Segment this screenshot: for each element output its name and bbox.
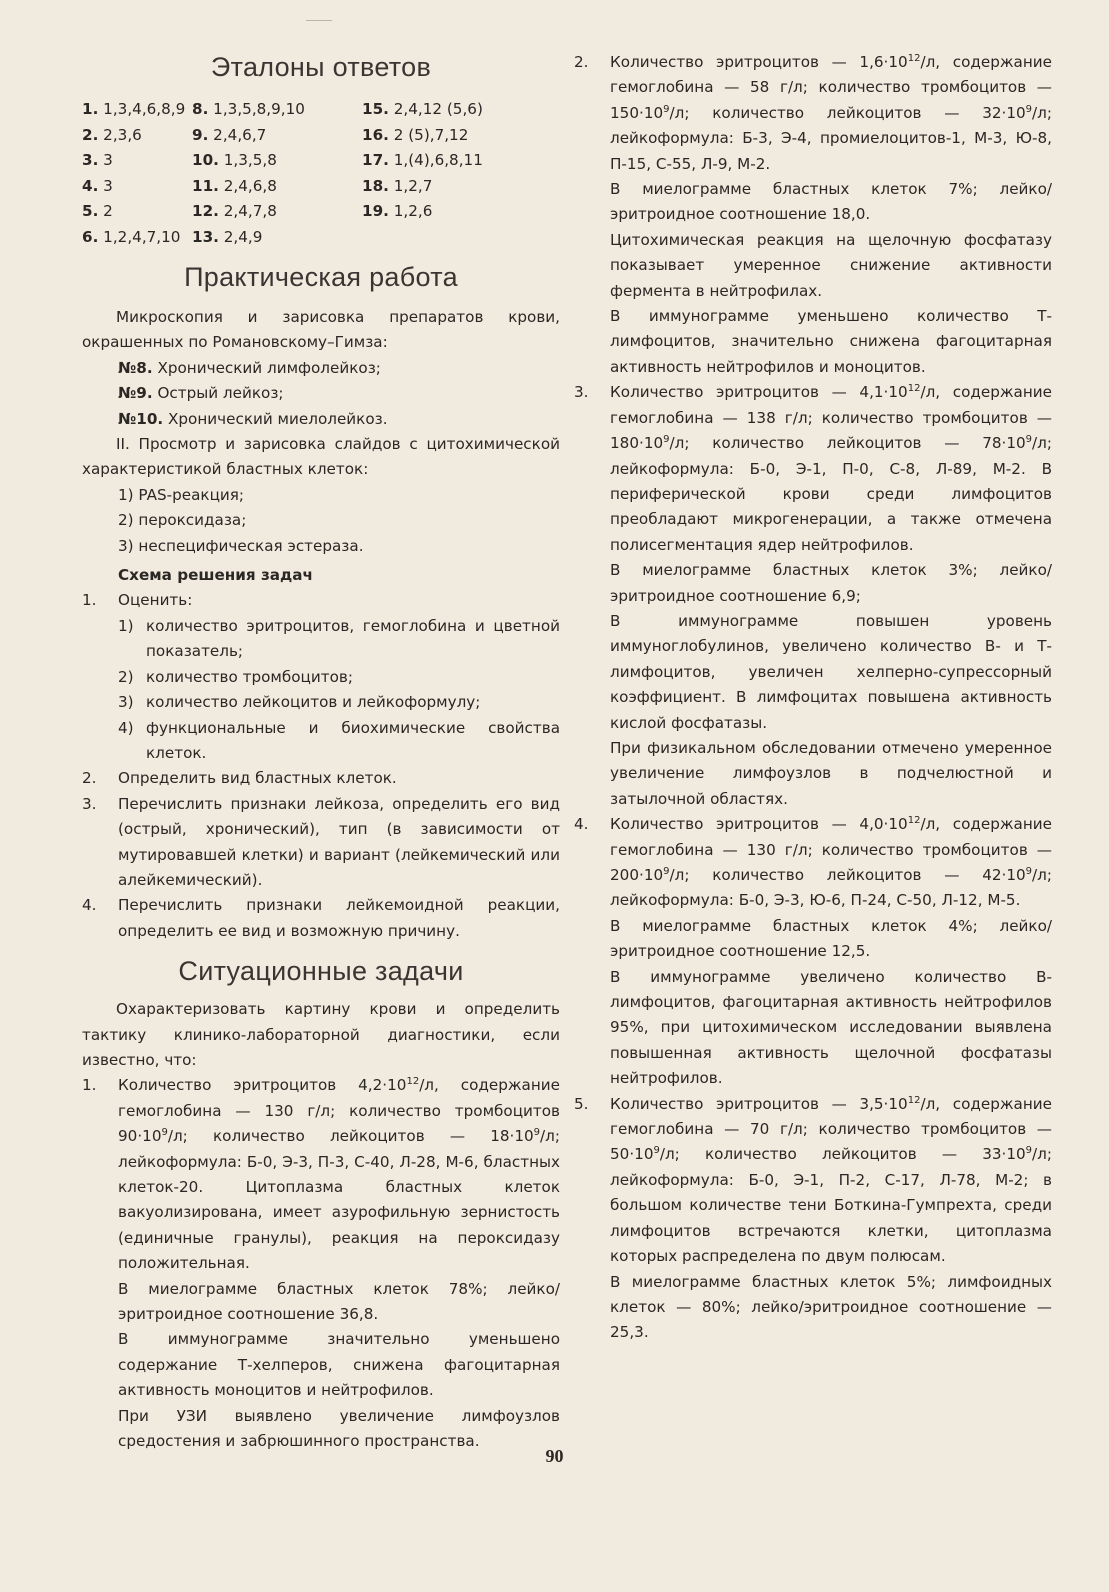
answer-item: 9. 2,4,6,7 [192, 125, 267, 144]
task-4: 4. Количество эритроцитов — $4,0\cdot 10^{12}/л$, содержание гемоглобина — 130 г/л; количество тромбоцитов — $200\cdot 10^9/л$; количество лейкоцитов — $42\cdot 10^9/л$; лейкоформула: Б-0, Э-3, Ю-6, П-24, С-50, Л-12, М-5. В миелограмме бластных клеток 4%; лейко/эритроидное соотношение 12,5. В иммунограмме увеличено количество В-лимфоцитов, фагоцитарная активность нейтрофилов 95%, при цитохимическом исследовании выявлена повышенная активность щелочной фосфатазы нейтрофилов. [574, 812, 1052, 1091]
answer-item: 17. 1,(4),6,8,11 [362, 151, 483, 169]
task-2-immunogram: В иммунограмме уменьшено количество Т-лимфоцитов, значительно снижена фагоцитарная активность нейтрофилов и моноцитов. [610, 307, 1052, 376]
scheme-subitem: 3) количество лейкоцитов и лейкоформулу; [118, 693, 481, 712]
task-1-immunogram: В иммунограмме значительно уменьшено содержание Т-хелперов, снижена фагоцитарная активность моноцитов и нейтрофилов. [118, 1330, 560, 1400]
task-3: 3. Количество эритроцитов — $4,1\cdot 10^{12}/л$, содержание гемоглобина — 138 г/л; количество тромбоцитов — $180\cdot 10^9/л$; количество лейкоцитов — $78\cdot 10^9/л$; лейкоформула: Б-0, Э-1, П-0, С-8, Л-89, М-2. В периферической крови среди лимфоцитов преобладают микрогенерации, а также отмечена полисегментация ядер нейтрофилов. В миелограмме бластных клеток 3%; лейко/эритроидное соотношение 6,9; В иммунограмме повышен уровень иммуноглобулинов, увеличено количество В- и Т-лимфоцитов, увеличен хелперно-супрессорный коэффициент. В лимфоцитах повышена активность кислой фосфатазы. При физикальном обследовании отмечено умеренное увеличение лимфоузлов в подчелюстной и затылочной областях. [574, 380, 1052, 812]
answer-item: 3. 3 [82, 151, 113, 169]
answers-grid [82, 97, 560, 250]
answer-item: 19. 1,2,6 [362, 202, 433, 220]
scheme-item: 1. Оценить: [82, 591, 193, 610]
scheme-item: 4. Перечислить признаки лейкемоидной реакции, определить ее вид и возможную причину. [82, 896, 560, 940]
answer-item [362, 225, 562, 251]
answer-item: 6. 1,2,4,7,10 [82, 227, 181, 246]
task-2-cytochemistry: Цитохимическая реакция на щелочную фосфатазу показывает умеренное снижение активности фермента в нейтрофилах. [610, 230, 1052, 300]
task-4-immunogram: В иммунограмме увеличено количество В-лимфоцитов, фагоцитарная активность нейтрофилов 95%, при цитохимическом исследовании выявлена повышенная активность щелочной фосфатазы нейтрофилов. [610, 967, 1052, 1088]
slide-item: №10. Хронический миелолейкоз. [118, 409, 388, 428]
task-4-myelogram: В миелограмме бластных клеток 4%; лейко/эритроидное соотношение 12,5. [610, 916, 1052, 961]
slide-item: №8. Хронический лимфолейкоз; [118, 358, 381, 377]
right-column [574, 50, 1052, 1346]
left-column [82, 0, 560, 1454]
answer-item: 16. 2 (5),7,12 [362, 125, 469, 144]
reaction-item: 1) PAS-реакция; [118, 485, 245, 504]
scheme-subitem: 1) количество эритроцитов, гемоглобина и цветной показатель; [118, 616, 560, 661]
tasks-heading: Ситуационные задачи [178, 956, 464, 987]
answer-item: 12. 2,4,7,8 [192, 202, 277, 220]
reaction-item: 2) пероксидаза; [118, 511, 247, 530]
answer-item: 18. 1,2,7 [362, 176, 433, 195]
tasks-intro: Охарактеризовать картину крови и определить тактику клинико-лабораторной диагностики, если известно, что: [82, 1000, 560, 1069]
practical-part2: II. Просмотр и зарисовка слайдов с цитохимической характеристикой бластных клеток: [82, 435, 560, 479]
answer-item: 15. 2,4,12 (5,6) [362, 100, 483, 118]
task-1: 1. Количество эритроцитов $4,2\cdot 10^{12}/л$, содержание гемоглобина — 130 г/л; количество тромбоцитов $90\cdot 10^9/л$; количество лейкоцитов — $18\cdot 10^9/л$; лейкоформула: Б-0, Э-3, П-3, С-40, Л-28, М-6, бластных клеток-20. Цитоплазма бластных клеток вакуолизирована, имеет азурофильную зернистость (единичные гранулы), реакция на пероксидазу положительная. В миелограмме бластных клеток 78%; лейко/эритроидное соотношение 36,8. В иммунограмме значительно уменьшено содержание Т-хелперов, снижена фагоцитарная активность моноцитов и нейтрофилов. При УЗИ выявлено увеличение лимфоузлов средостения и забрюшинного пространства. [82, 1073, 560, 1454]
scheme-list [82, 588, 560, 944]
task-2: 2. Количество эритроцитов — $1,6\cdot 10^{12}/л$, содержание гемоглобина — 58 г/л; количество тромбоцитов — $150\cdot 10^9/л$; количество лейкоцитов — $32\cdot 10^9/л$; лейкоформула: Б-3, Э-4, промиелоцитов-1, М-3, Ю-8, П-15, С-55, Л-9, М-2. В миелограмме бластных клеток 7%; лейко/эритроидное соотношение 18,0. Цитохимическая реакция на щелочную фосфатазу показывает умеренное снижение активности фермента в нейтрофилах. В иммунограмме уменьшено количество Т-лимфоцитов, значительно снижена фагоцитарная активность нейтрофилов и моноцитов. [574, 50, 1052, 380]
task-5: 5. Количество эритроцитов — $3,5\cdot 10^{12}/л$, содержание гемоглобина — 70 г/л; количество тромбоцитов — $50\cdot 10^9/л$; количество лейкоцитов — $33\cdot 10^9/л$; лейкоформула: Б-0, Э-1, П-2, С-17, Л-78, М-2; в большом количестве тени Боткина-Гумпрехта, среди лимфоцитов встречаются клетки, цитоплазма которых распределена по двум полюсам. В миелограмме бластных клеток 5%; лимфоидных клеток — 80%; лейко/эритроидное соотношение — 25,3. [574, 1092, 1052, 1346]
task-3-blood: Количество эритроцитов — $4,1\cdot 10^{12}/л$, содержание гемоглобина — 138 г/л; количество тромбоцитов — $180\cdot 10^9/л$; количество лейкоцитов — $78\cdot 10^9/л$; лейкоформула: Б-0, Э-1, П-0, С-8, Л-89, М-2. В периферической крови среди лимфоцитов преобладают микрогенерации, а также отмечена полисегментация ядер нейтрофилов. [610, 383, 1052, 554]
scheme-heading: Схема решения задач [118, 566, 313, 585]
answer-item: 13. 2,4,9 [192, 227, 263, 246]
task-4-blood: Количество эритроцитов — $4,0\cdot 10^{12}/л$, содержание гемоглобина — 130 г/л; количество тромбоцитов — $200\cdot 10^9/л$; количество лейкоцитов — $42\cdot 10^9/л$; лейкоформула: Б-0, Э-3, Ю-6, П-24, С-50, Л-12, М-5. [610, 815, 1052, 910]
scan-mark [306, 20, 332, 21]
answer-item: 4. 3 [82, 176, 113, 195]
task-1-ultrasound: При УЗИ выявлено увеличение лимфоузлов средостения и забрюшинного пространства. [118, 1406, 560, 1451]
task-2-myelogram: В миелограмме бластных клеток 7%; лейко/эритроидное соотношение 18,0. [610, 180, 1052, 224]
practical-intro: Микроскопия и зарисовка препаратов крови, окрашенных по Романовскому–Гимза: [82, 308, 560, 352]
task-1-blood: Количество эритроцитов $4,2\cdot 10^{12}/л$, содержание гемоглобина — 130 г/л; количество тромбоцитов $90\cdot 10^9/л$; количество лейкоцитов — $18\cdot 10^9/л$; лейкоформула: Б-0, Э-3, П-3, С-40, Л-28, М-6, бластных клеток-20. Цитоплазма бластных клеток вакуолизирована, имеет азурофильную зернистость (единичные гранулы), реакция на пероксидазу положительная. [118, 1076, 560, 1273]
task-5-myelogram: В миелограмме бластных клеток 5%; лимфоидных клеток — 80%; лейко/эритроидное соотношение — 25,3. [610, 1272, 1052, 1342]
scheme-subitem: 4) функциональные и биохимические свойства клеток. [118, 718, 560, 762]
task-3-immunogram: В иммунограмме повышен уровень иммуноглобулинов, увеличено количество В- и Т-лимфоцитов, увеличен хелперно-супрессорный коэффициент. В лимфоцитах повышена активность кислой фосфатазы. [610, 611, 1052, 732]
scheme-item: 3. Перечислить признаки лейкоза, определить его вид (острый, хронический), тип (в зависимости от мутировавшей клетки) и вариант (лейкемический или алейкемический). [82, 794, 560, 889]
answer-item: 1. 1,3,4,6,8,9 [82, 100, 186, 118]
task-3-examination: При физикальном обследовании отмечено умеренное увеличение лимфоузлов в подчелюстной и затылочной областях. [610, 738, 1052, 808]
reaction-item: 3) неспецифическая эстераза. [118, 536, 364, 555]
answer-item: 11. 2,4,6,8 [192, 176, 277, 195]
practical-section [82, 305, 560, 559]
scheme-subitem: 2) количество тромбоцитов; [118, 667, 353, 686]
answers-heading: Эталоны ответов [210, 52, 432, 82]
practical-heading: Практическая работа [184, 262, 458, 292]
answer-item: 2. 2,3,6 [82, 125, 142, 144]
scheme-item: 2. Определить вид бластных клеток. [82, 769, 397, 788]
answer-item: 5. 2 [82, 202, 113, 220]
task-1-myelogram: В миелограмме бластных клеток 78%; лейко/эритроидное соотношение 36,8. [118, 1279, 560, 1324]
slide-item: №9. Острый лейкоз; [118, 384, 284, 403]
answer-item: 8. 1,3,5,8,9,10 [192, 100, 305, 118]
page-number: 90 [545, 1446, 564, 1466]
task-5-blood: Количество эритроцитов — $3,5\cdot 10^{12}/л$, содержание гемоглобина — 70 г/л; количество тромбоцитов — $50\cdot 10^9/л$; количество лейкоцитов — $33\cdot 10^9/л$; лейкоформула: Б-0, Э-1, П-2, С-17, Л-78, М-2; в большом количестве тени Боткина-Гумпрехта, среди лимфоцитов встречаются клетки, цитоплазма которых распределена по двум полюсам. [610, 1094, 1052, 1266]
answer-item: 10. 1,3,5,8 [192, 151, 277, 169]
task-3-myelogram: В миелограмме бластных клеток 3%; лейко/эритроидное соотношение 6,9; [610, 561, 1052, 605]
task-2-blood: Количество эритроцитов — $1,6\cdot 10^{12}/л$, содержание гемоглобина — 58 г/л; количество тромбоцитов — $150\cdot 10^9/л$; количество лейкоцитов — $32\cdot 10^9/л$; лейкоформула: Б-3, Э-4, промиелоцитов-1, М-3, Ю-8, П-15, С-55, Л-9, М-2. [610, 53, 1052, 173]
